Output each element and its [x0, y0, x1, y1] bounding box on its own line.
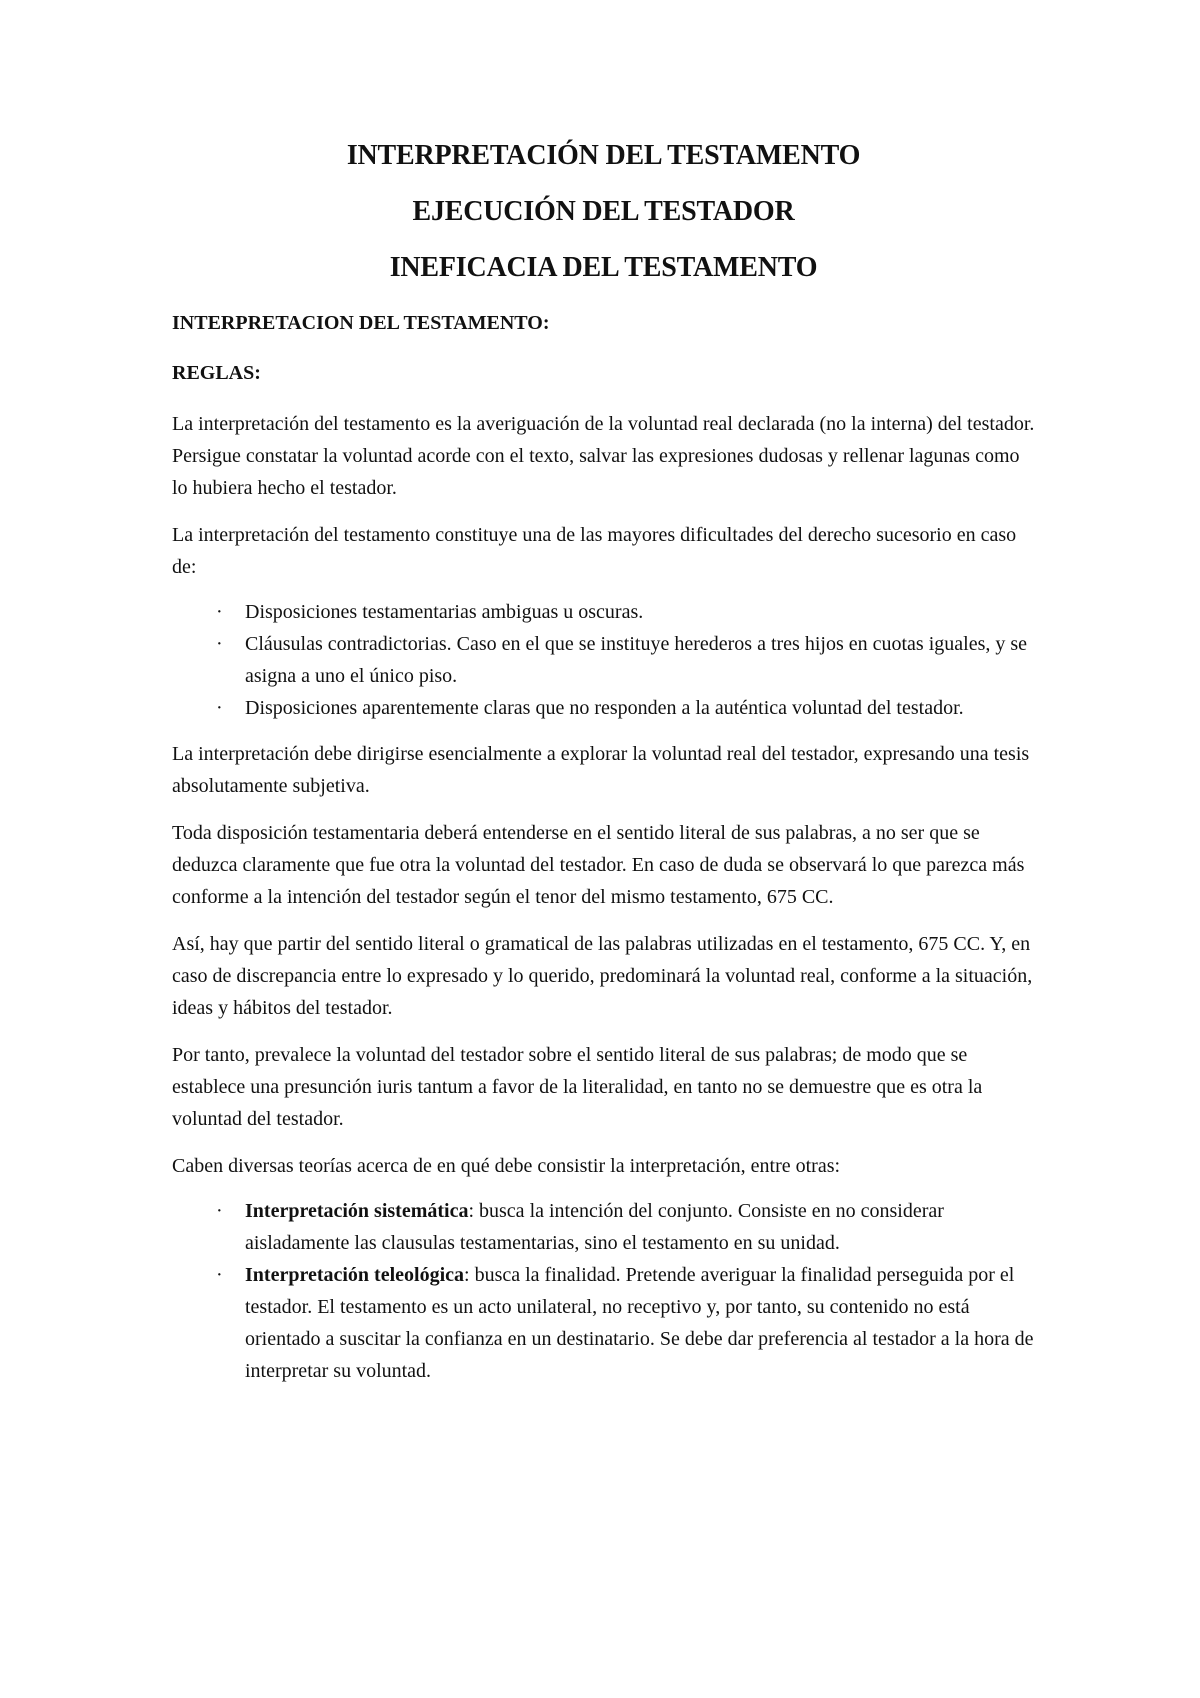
- list-item: [172, 628, 1035, 692]
- paragraph-definition: La interpretación del testamento es la averiguación de la voluntad real declarada (no la interna) del testador. Persigue constatar la voluntad acorde con el texto, salvar las expresiones dudosas y rellenar lagunas como lo hubiera hecho el testador.: [172, 413, 1035, 499]
- bullet-icon: ·: [216, 601, 223, 623]
- list-item-text: Disposiciones testamentarias ambiguas u oscuras.: [245, 601, 644, 623]
- paragraph-theories-intro: Caben diversas teorías acerca de en qué debe consistir la interpretación, entre otras:: [172, 1155, 841, 1177]
- paragraph-difficulties-intro: La interpretación del testamento constituye una de las mayores dificultades del derecho sucesorio en caso de:: [172, 524, 1017, 578]
- paragraph-literal-sense: Toda disposición testamentaria deberá entenderse en el sentido literal de sus palabras, a no ser que se deduzca claramente que fue otra la voluntad del testador. En caso de duda se observará lo que parezca más conforme a la intención del testador según el tenor del mismo testamento, 675 CC.: [172, 822, 1025, 908]
- list-item: [172, 1195, 1035, 1259]
- list-item: [172, 596, 1035, 628]
- theory-term: Interpretación teleológica: [245, 1264, 465, 1286]
- theory-description: : busca la intención del conjunto. Consiste en no considerar aisladamente las clausulas testamentarias, sino el testamento en su unidad.: [245, 1200, 944, 1254]
- difficulties-list: [172, 596, 1035, 724]
- paragraph-presumption: Por tanto, prevalece la voluntad del testador sobre el sentido literal de sus palabras; de modo que se establece una presunción iuris tantum a favor de la literalidad, en tanto no se demuestre que es otra la voluntad del testador.: [172, 1044, 983, 1130]
- rules-heading: REGLAS:: [172, 362, 261, 384]
- bullet-icon: ·: [216, 633, 223, 655]
- bullet-icon: ·: [216, 1200, 223, 1222]
- list-item-text: Disposiciones aparentemente claras que no responden a la auténtica voluntad del testador.: [245, 697, 964, 719]
- theory-term: Interpretación sistemática: [245, 1200, 469, 1222]
- theory-description: : busca la finalidad. Pretende averiguar la finalidad perseguida por el testador. El testamento es un acto unilateral, no receptivo y, por tanto, su contenido no está orientado a suscitar la confianza en un destinatario. Se debe dar preferencia al testador a la hora de interpretar su voluntad.: [245, 1264, 1034, 1382]
- section-heading: INTERPRETACION DEL TESTAMENTO:: [172, 312, 550, 334]
- main-title: INTERPRETACIÓN DEL TESTAMENTO: [346, 140, 861, 171]
- bullet-icon: ·: [216, 697, 223, 719]
- list-item: [172, 1259, 1035, 1387]
- paragraph-grammatical-sense: Así, hay que partir del sentido literal o gramatical de las palabras utilizadas en el testamento, 675 CC. Y, en caso de discrepancia entre lo expresado y lo querido, predominará la voluntad real, conforme a la situación, ideas y hábitos del testador.: [172, 933, 1033, 1019]
- bullet-icon: ·: [216, 1264, 223, 1286]
- subtitle-execution: EJECUCIÓN DEL TESTADOR: [412, 196, 795, 227]
- theories-list: [172, 1195, 1035, 1387]
- subtitle-ineffectiveness: INEFICACIA DEL TESTAMENTO: [389, 252, 818, 283]
- paragraph-subjective-thesis: La interpretación debe dirigirse esencialmente a explorar la voluntad real del testador, expresando una tesis absolutamente subjetiva.: [172, 743, 1030, 797]
- document-titles: [172, 140, 1035, 284]
- list-item-text: Cláusulas contradictorias. Caso en el que se instituye herederos a tres hijos en cuotas iguales, y se asigna a uno el único piso.: [245, 633, 1028, 687]
- list-item: [172, 692, 1035, 724]
